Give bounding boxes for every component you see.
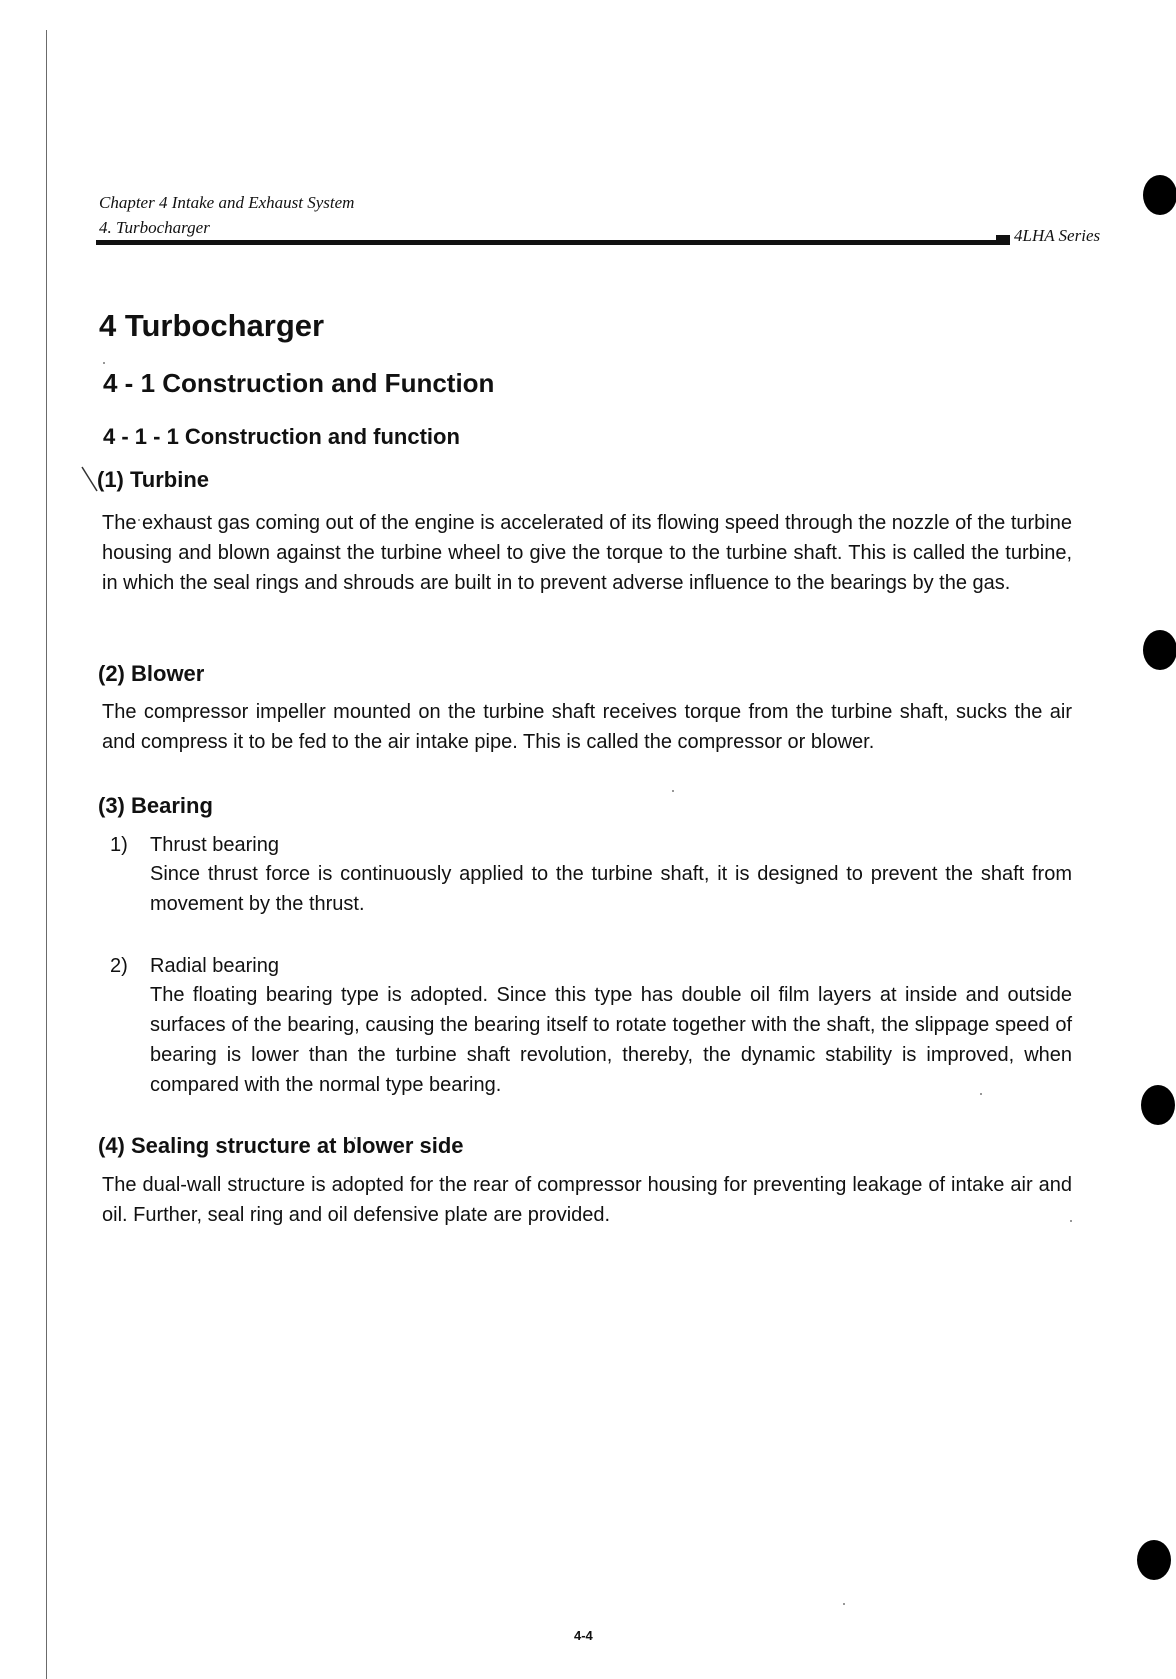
scan-speck: [672, 790, 674, 792]
running-header-series: 4LHA Series: [1014, 226, 1101, 245]
header-rule-end: [996, 235, 1010, 242]
turbine-paragraph: The exhaust gas coming out of the engine is accelerated of its flowing speed through the nozzle of the turbine housing and blown against the turbine wheel to give the torque to the turbine shaft. This is called the turbine, in which the seal rings and shrouds are built in to prevent adverse influence to the bearings by the gas.: [102, 512, 1072, 594]
bearing-heading: (3) Bearing: [98, 793, 213, 818]
blower-paragraph: The compressor impeller mounted on the turbine shaft receives torque from the turbine shaft, sucks the air and compress it to be fed to the air intake pipe. This is called the compressor or blower.: [102, 701, 1072, 753]
section-heading: 4 - 1 Construction and Function: [103, 368, 495, 398]
page-number: 4-4: [574, 1628, 593, 1643]
running-header-chapter: Chapter 4 Intake and Exhaust System: [99, 193, 355, 212]
punch-hole: [1141, 1085, 1175, 1125]
running-header-section: 4. Turbocharger: [99, 218, 210, 237]
radial-bearing-text: The floating bearing type is adopted. Since this type has double oil film layers at inside and outside surfaces of the bearing, causing the bearing itself to rotate together with the shaft, the slippage speed of bearing is lower than the turbine shaft revolution, thereby, the dynamic stability is improved, when compared with the normal type bearing.: [150, 984, 1072, 1096]
sealing-heading: (4) Sealing structure at blower side: [98, 1133, 464, 1158]
radial-bearing-number: 2): [110, 955, 128, 977]
blower-heading: (2) Blower: [98, 661, 205, 686]
punch-hole: [1143, 175, 1176, 215]
turbine-heading: (1) Turbine: [97, 467, 210, 492]
header-rule: [96, 240, 1010, 245]
radial-bearing-title: Radial bearing: [150, 955, 279, 977]
scan-speck: [843, 1603, 845, 1605]
thrust-bearing-text: Since thrust force is continuously applied to the turbine shaft, it is designed to prevent the shaft from movement by the thrust.: [150, 863, 1072, 915]
thrust-bearing-title: Thrust bearing: [150, 834, 279, 856]
punch-hole: [1137, 1540, 1171, 1580]
thrust-bearing-number: 1): [110, 834, 128, 856]
page-title: 4 Turbocharger: [99, 308, 325, 343]
scan-edge-line: [46, 30, 47, 1679]
subsection-heading: 4 - 1 - 1 Construction and function: [103, 424, 460, 449]
sealing-paragraph: The dual-wall structure is adopted for the rear of compressor housing for preventing leakage of intake air and oil. Further, seal ring and oil defensive plate are provided.: [102, 1174, 1072, 1226]
punch-hole: [1143, 630, 1176, 670]
scan-speck: [103, 362, 105, 364]
